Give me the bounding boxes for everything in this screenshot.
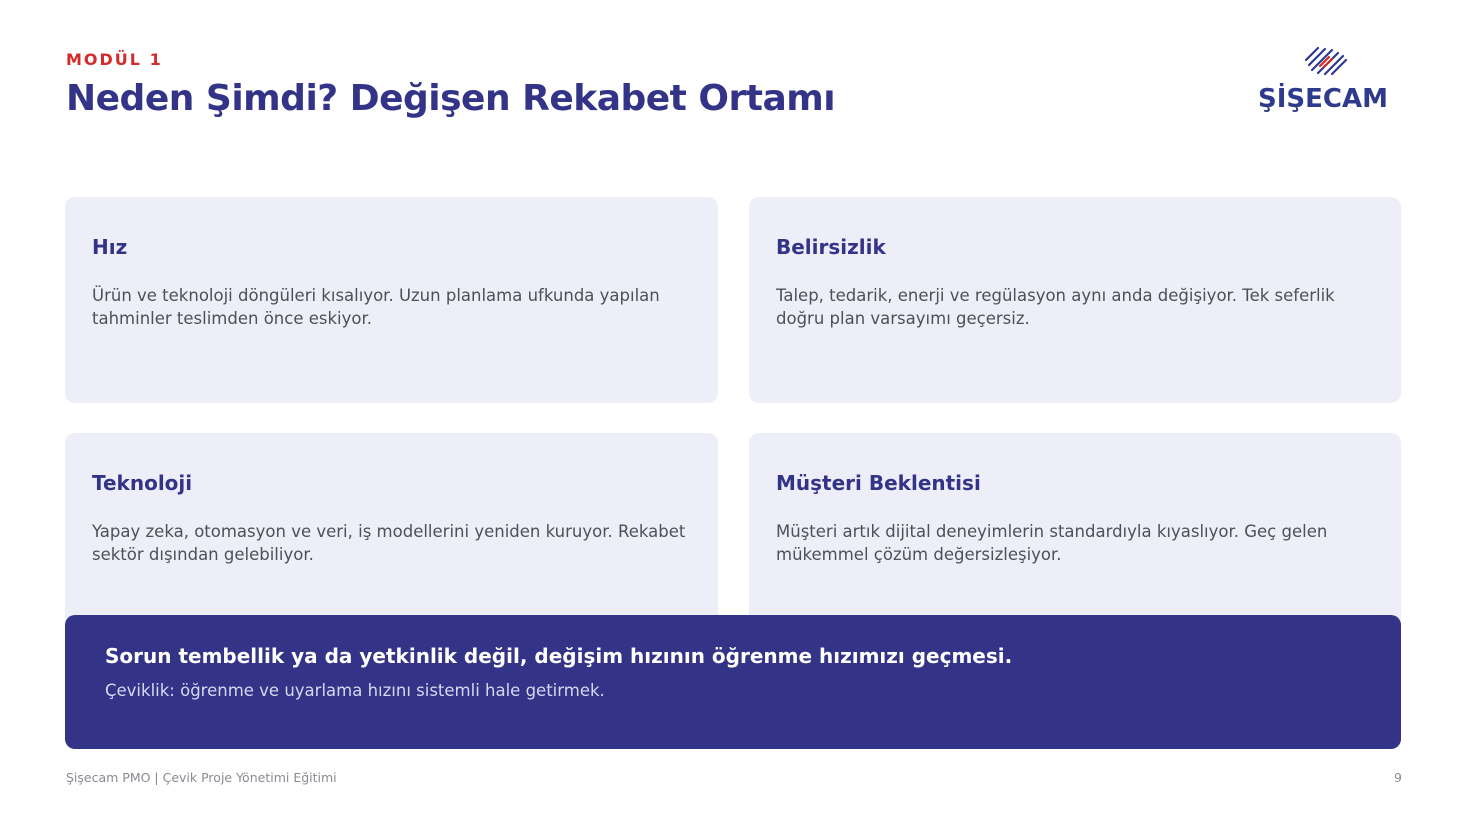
card-body: Müşteri artık dijital deneyimlerin standardıyla kıyaslıyor. Geç gelen mükemmel çözüm değersizleşiyor. <box>776 522 1328 564</box>
card-body: Yapay zeka, otomasyon ve veri, iş modellerini yeniden kuruyor. Rekabet sektör dışından gelebiliyor. <box>92 522 686 564</box>
card-title: Müşteri Beklentisi <box>776 471 981 495</box>
company-logo <box>1256 44 1404 116</box>
card-title: Belirsizlik <box>776 235 886 259</box>
callout-title: Sorun tembellik ya da yetkinlik değil, değişim hızının öğrenme hızımızı geçmesi. <box>105 644 1013 668</box>
page-number: 9 <box>1394 770 1402 785</box>
card-speed <box>65 197 718 403</box>
card-title: Hız <box>92 235 128 259</box>
card-body: Talep, tedarik, enerji ve regülasyon aynı anda değişiyor. Tek seferlik doğru plan varsayımı geçersiz. <box>776 286 1335 328</box>
logo-wordmark: ŞİŞECAM <box>1258 84 1388 114</box>
callout-subtitle: Çeviklik: öğrenme ve uyarlama hızını sistemli hale getirmek. <box>105 681 605 700</box>
footer-text: Şişecam PMO | Çevik Proje Yönetimi Eğitimi <box>66 770 337 785</box>
sisecam-logo-icon <box>1256 44 1404 84</box>
card-uncertainty <box>749 197 1401 403</box>
card-technology <box>65 433 718 633</box>
card-title: Teknoloji <box>92 471 193 495</box>
card-customer-expectation <box>749 433 1401 633</box>
module-label: MODÜL 1 <box>66 50 163 69</box>
key-message-callout <box>65 615 1401 749</box>
page-title: Neden Şimdi? Değişen Rekabet Ortamı <box>66 78 836 119</box>
card-body: Ürün ve teknoloji döngüleri kısalıyor. Uzun planlama ufkunda yapılan tahminler teslimden önce eskiyor. <box>92 286 660 328</box>
